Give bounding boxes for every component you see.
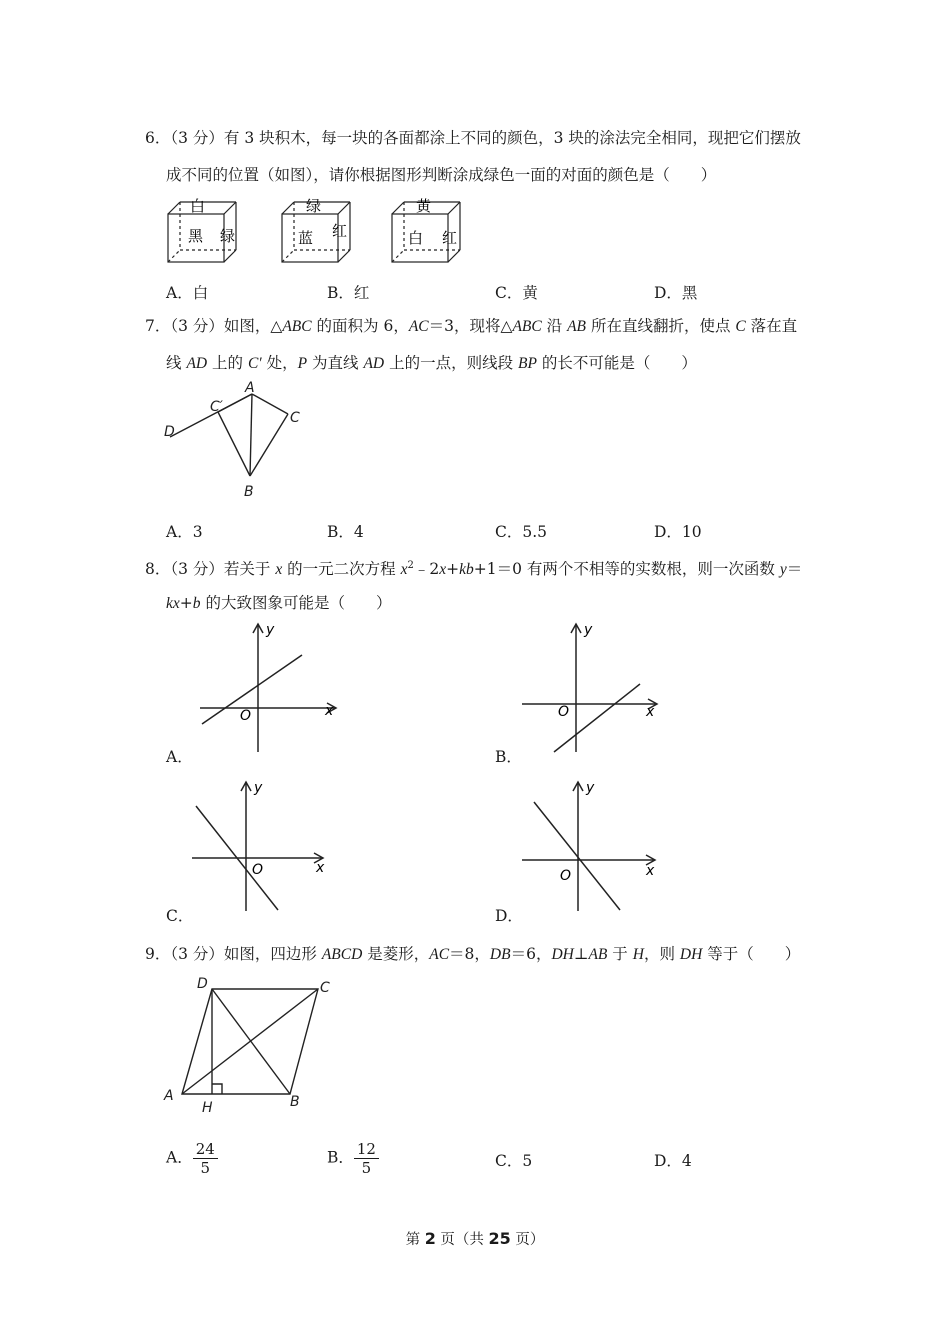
q7-option-a[interactable]: A．3 [166,523,203,541]
cube-3-right: 红 [442,229,458,247]
q7-label-c: C [290,410,300,426]
cube-1-front: 黑 [188,227,204,245]
q6-line-2: 成不同的位置（如图），请你根据图形判断涂成绿色一面的对面的颜色是（ ） [166,166,717,184]
q7-line-1: 7．（3 分）如图，△ABC 的面积为 6，AC＝3，现将△ABC 沿 AB 所在直线翻折，使点 C 落在直 [145,317,798,335]
q9-label-b: B [290,1094,300,1110]
q7-option-c[interactable]: C．5.5 [495,523,548,541]
cube-2-front: 蓝 [298,229,314,247]
svg-text:y: y [586,780,595,796]
q9-option-b[interactable]: B． $\frac{12}{5}$ [327,1140,379,1177]
q8-option-c[interactable]: C． [166,907,194,925]
svg-text:y: y [254,780,263,796]
svg-text:x: x [646,704,655,720]
q8-graph-c [190,776,350,914]
q8-option-b[interactable]: B． [495,748,522,766]
svg-text:O: O [560,868,572,884]
cube-1-top: 白 [190,197,206,215]
cube-3-front: 白 [408,229,424,247]
q7-label-cprime: C′ [210,399,223,415]
q8-line-2: kx+b 的大致图象可能是（ ） [166,594,392,612]
q7-figure [160,380,320,502]
q7-line-2: 线 AD 上的 C′ 处，P 为直线 AD 上的一点，则线段 BP 的长不可能是（ ） [166,354,697,372]
cube-2-right: 红 [332,222,348,240]
svg-text:x: x [316,860,325,876]
q7-label-d: D [164,424,175,440]
svg-text:y: y [584,622,593,638]
svg-text:x: x [646,863,655,879]
cube-3-top: 黄 [416,197,432,215]
q7-label-b: B [244,484,254,500]
q8-line-1: 8．（3 分）若关于 x 的一元二次方程 $x^2﹣2x+kb+1=0$ 有两个不相等的实数根，则一次函数 y＝ [145,560,803,579]
svg-text:O: O [240,708,252,724]
q9-option-a[interactable]: A． $\frac{24}{5}$ [166,1140,218,1177]
svg-text:O: O [558,704,570,720]
q6-option-d[interactable]: D．黑 [654,284,698,302]
svg-text:O: O [252,862,264,878]
q9-figure [160,972,340,1118]
q9-line-1: 9．（3 分）如图，四边形 ABCD 是菱形，AC＝8，DB＝6，DH⊥AB 于 H，则 DH 等于（ ） [145,945,801,963]
q9-label-d: D [197,976,208,992]
q7-option-b[interactable]: B．4 [327,523,364,541]
svg-text:x: x [325,703,334,719]
q6-option-a[interactable]: A．白 [166,284,209,302]
q9-option-c[interactable]: C．5 [495,1152,533,1170]
q9-label-c: C [320,980,330,996]
q7-label-a: A [245,380,255,396]
q6-option-b[interactable]: B．红 [327,284,370,302]
q8-option-a[interactable]: A． [166,748,193,766]
q8-graph-d [518,776,678,914]
cube-1-right: 绿 [220,227,236,245]
q9-option-d[interactable]: D．4 [654,1152,692,1170]
q8-option-d[interactable]: D． [495,907,523,925]
svg-text:y: y [266,622,275,638]
q8-graph-a [190,620,350,755]
q6-option-c[interactable]: C．黄 [495,284,538,302]
q9-label-h: H [202,1100,213,1116]
q9-label-a: A [164,1088,174,1104]
q8-graph-b [518,620,678,755]
q6-line-1: 6．（3 分）有 3 块积木，每一块的各面都涂上不同的颜色，3 块的涂法完全相同，现把它们摆放 [145,129,801,147]
cube-2-top: 绿 [306,197,322,215]
q6-cubes-figure [160,196,470,268]
page-footer: 第 2 页（共 25 页） [405,1229,545,1248]
q7-option-d[interactable]: D．10 [654,523,702,541]
